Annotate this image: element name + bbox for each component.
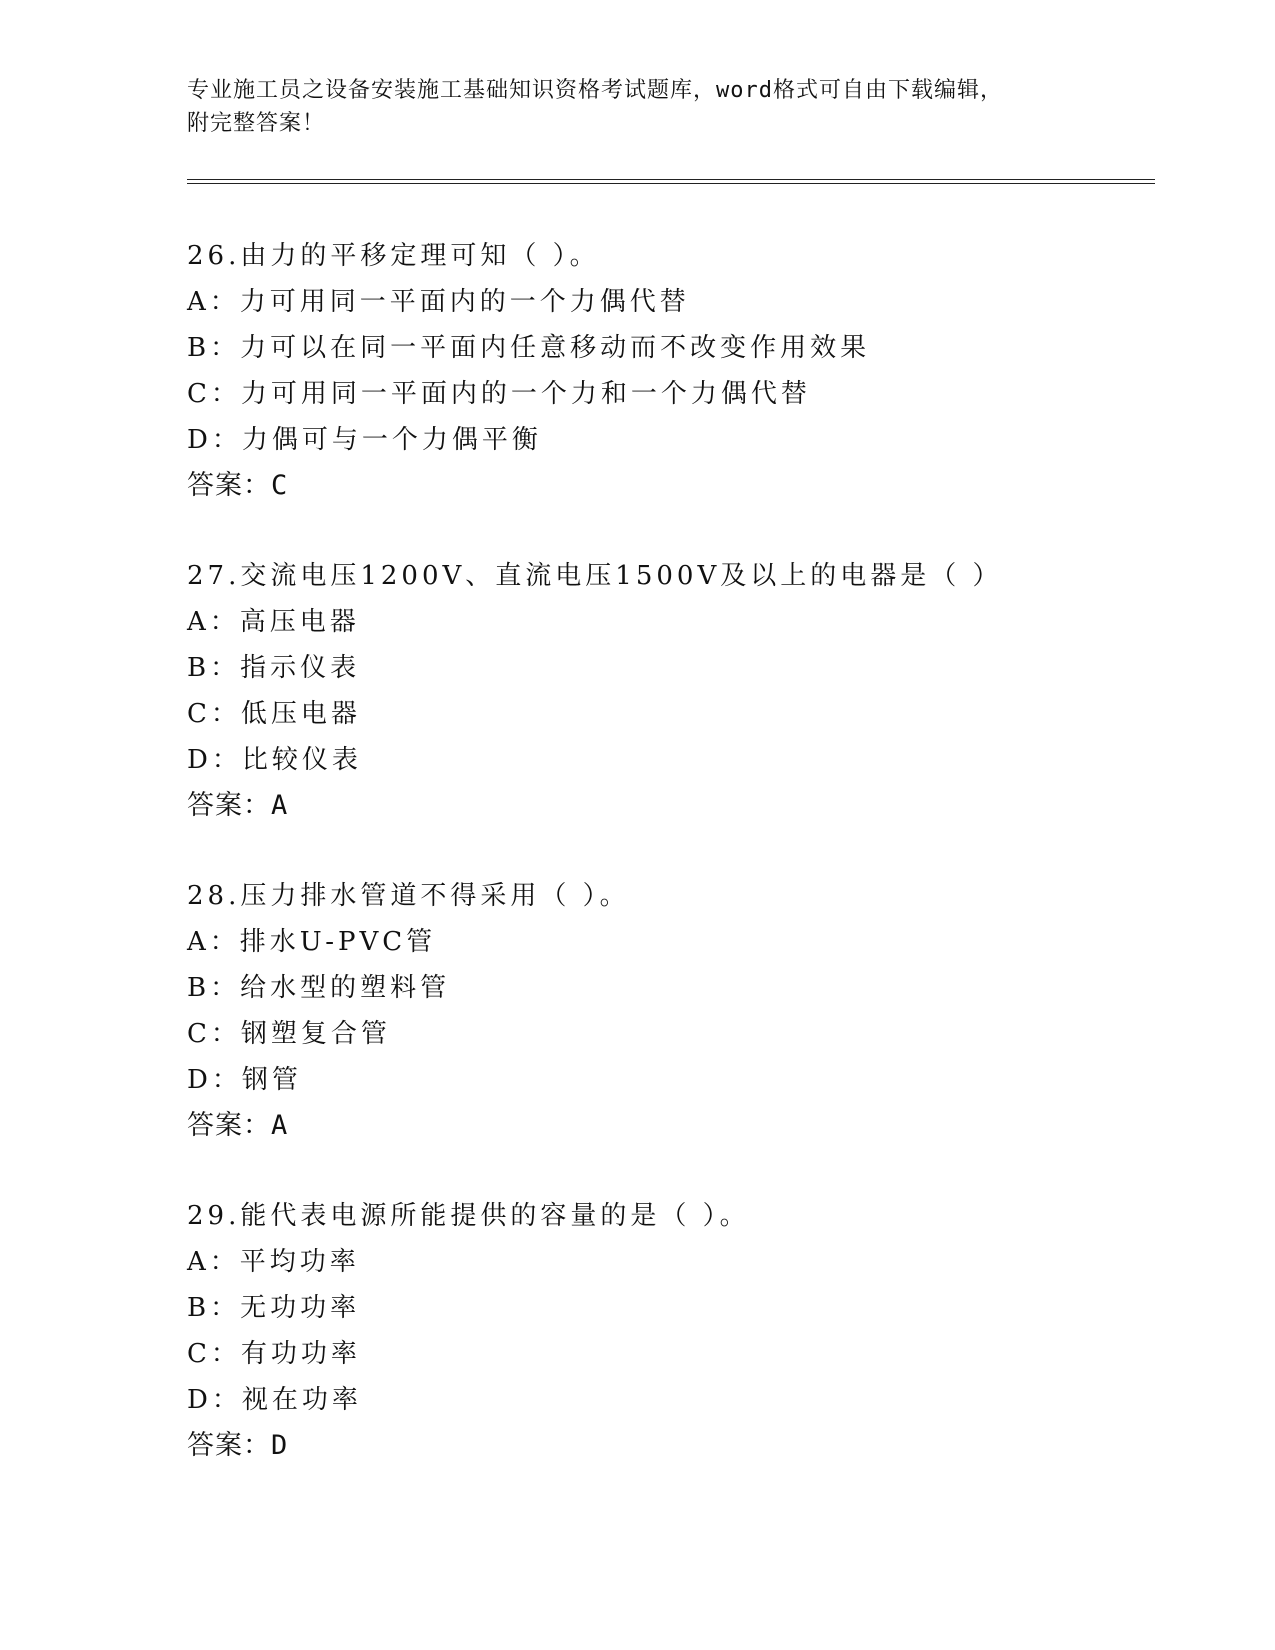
header-divider-bottom (187, 183, 1155, 184)
option-b: B：给水型的塑料管 (187, 973, 451, 1003)
answer: 答案：C (187, 470, 289, 501)
question-stem: 26.由力的平移定理可知（ ）。 (187, 241, 600, 271)
answer: 答案：D (187, 1430, 289, 1461)
question-26 (187, 233, 1137, 509)
question-27 (187, 553, 1137, 829)
option-b: B：无功功率 (187, 1293, 361, 1323)
option-b: B：力可以在同一平面内任意移动而不改变作用效果 (187, 333, 871, 363)
option-d: D：视在功率 (187, 1385, 362, 1415)
option-c: C：低压电器 (187, 699, 361, 729)
option-a: A：高压电器 (187, 607, 360, 637)
question-stem: 28.压力排水管道不得采用（ ）。 (187, 881, 630, 911)
question-stem: 27.交流电压1200V、直流电压1500V及以上的电器是（ ） (187, 561, 1003, 591)
option-d: D：钢管 (187, 1065, 302, 1095)
option-a: A：排水U-PVC管 (187, 927, 437, 957)
question-28 (187, 873, 1137, 1149)
question-29 (187, 1193, 1137, 1469)
option-d: D：力偶可与一个力偶平衡 (187, 425, 542, 455)
option-c: C：钢塑复合管 (187, 1019, 391, 1049)
option-b: B：指示仪表 (187, 653, 361, 683)
question-stem: 29.能代表电源所能提供的容量的是（ ）。 (187, 1201, 750, 1231)
option-c: C：有功功率 (187, 1339, 361, 1369)
answer: 答案：A (187, 1110, 289, 1141)
option-d: D：比较仪表 (187, 745, 362, 775)
answer: 答案：A (187, 790, 289, 821)
header-line-1: 专业施工员之设备安装施工基础知识资格考试题库，word格式可自由下载编辑， (187, 78, 1003, 103)
option-c: C：力可用同一平面内的一个力和一个力偶代替 (187, 379, 811, 409)
option-a: A：平均功率 (187, 1247, 360, 1277)
option-a: A：力可用同一平面内的一个力偶代替 (187, 287, 690, 317)
header-divider-top (187, 179, 1155, 180)
header-line-2: 附完整答案！ (187, 111, 326, 136)
document-header (187, 74, 1087, 140)
